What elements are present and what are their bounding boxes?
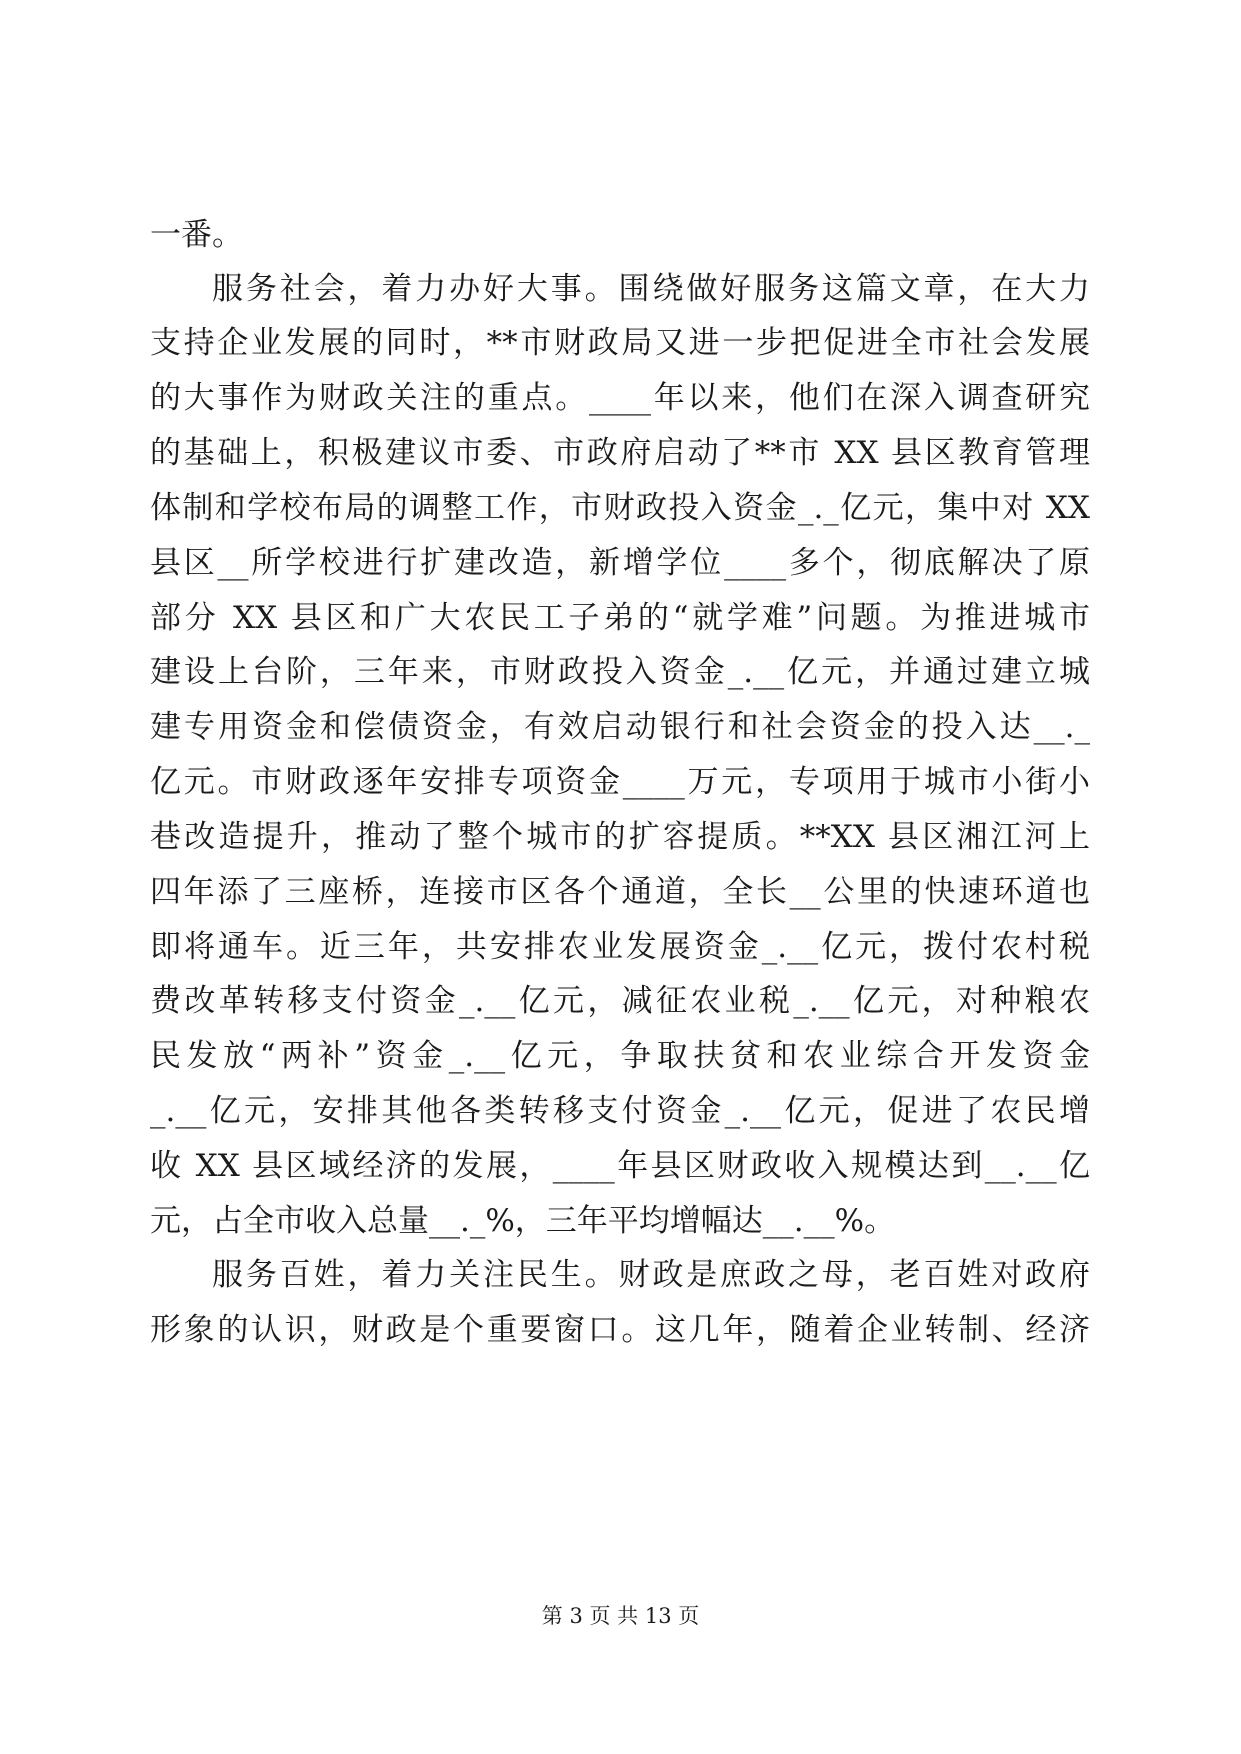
text-line-8: 部分 XX 县区和广大农民工子弟的“就学难”问题。为推进城市	[150, 600, 1090, 636]
text-line-11: 亿元。市财政逐年安排专项资金____万元，专项用于城市小街小	[150, 764, 1090, 800]
text-line-12: 巷改造提升，推动了整个城市的扩容提质。**XX 县区湘江河上	[150, 819, 1090, 855]
text-line-10: 建专用资金和偿债资金，有效启动银行和社会资金的投入达__._	[150, 709, 1090, 745]
text-line-5: 的基础上，积极建议市委、市政府启动了**市 XX 县区教育管理	[150, 435, 1090, 471]
page-number-footer: 第 3 页 共 13 页	[541, 1604, 700, 1628]
paragraph-start-service-people: 服务百姓，着力关注民生。财政是庶政之母，老百姓对政府	[212, 1257, 1090, 1293]
paragraph-start-service-society: 服务社会，着力办好大事。围绕做好服务这篇文章，在大力	[212, 271, 1090, 307]
text-line-16: 民发放“两补”资金_.__亿元，争取扶贫和农业综合开发资金	[150, 1038, 1090, 1074]
text-line-21: 形象的认识，财政是个重要窗口。这几年，随着企业转制、经济	[150, 1312, 1090, 1348]
text-line-17: _.__亿元，安排其他各类转移支付资金_.__亿元，促进了农民增	[150, 1093, 1090, 1129]
text-line-3: 支持企业发展的同时，**市财政局又进一步把促进全市社会发展	[150, 325, 1090, 361]
text-line-7: 县区__所学校进行扩建改造，新增学位____多个，彻底解决了原	[150, 545, 1090, 581]
text-line-6: 体制和学校布局的调整工作，市财政投入资金_._亿元，集中对 XX	[150, 490, 1090, 526]
text-line-18: 收 XX 县区域经济的发展，____年县区财政收入规模达到__.__亿	[150, 1148, 1090, 1184]
text-line-4: 的大事作为财政关注的重点。____年以来，他们在深入调查研究	[150, 380, 1090, 416]
text-line-15: 费改革转移支付资金_.__亿元，减征农业税_.__亿元，对种粮农	[150, 983, 1090, 1019]
text-line-19: 元，占全市收入总量__._%，三年平均增幅达__.__%。	[150, 1203, 896, 1239]
text-line-1: 一番。	[150, 217, 243, 253]
text-line-13: 四年添了三座桥，连接市区各个通道，全长__公里的快速环道也	[150, 874, 1090, 910]
text-line-9: 建设上台阶，三年来，市财政投入资金_.__亿元，并通过建立城	[150, 654, 1090, 690]
text-line-14: 即将通车。近三年，共安排农业发展资金_.__亿元，拨付农村税	[150, 929, 1090, 965]
